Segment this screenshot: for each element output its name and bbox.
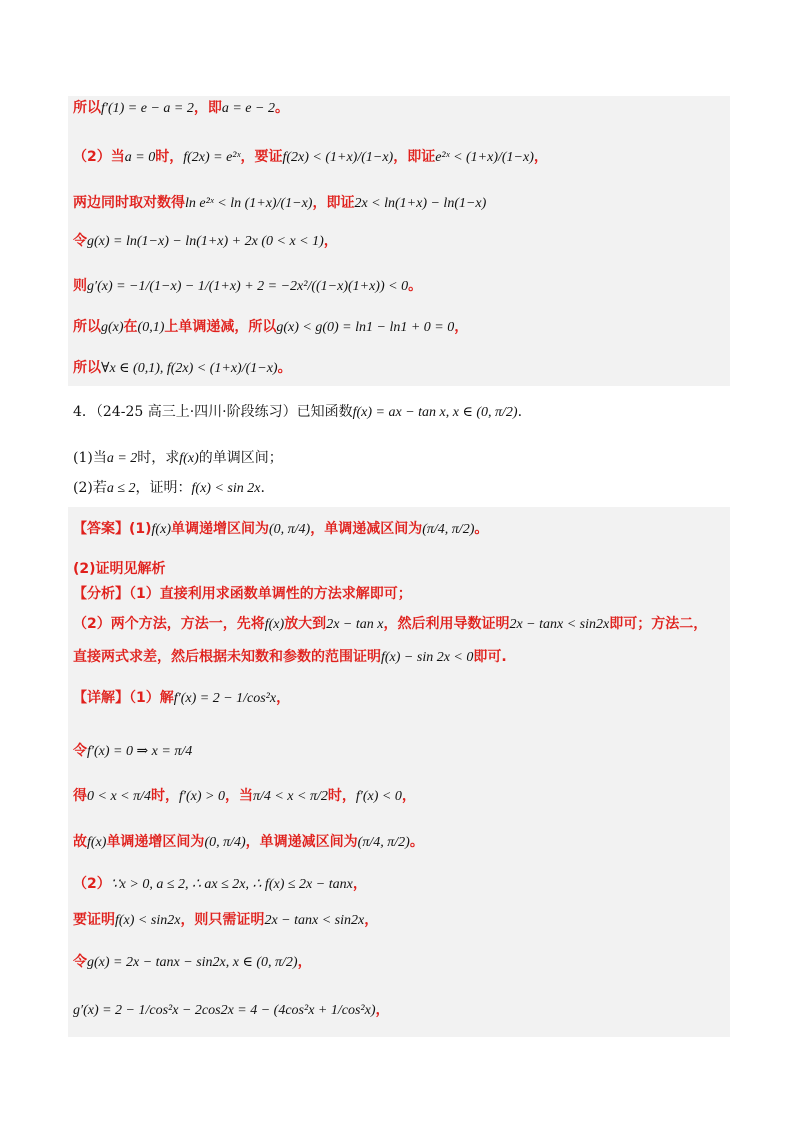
line-conclusion-a: 所以f′(1) = e − a = 2，即a = e − 2。: [73, 100, 289, 116]
detail-line-1: 【详解】（1）解f′(x) = 2 − 1/cos²x，: [73, 690, 291, 706]
detail-line-8: g′(x) = 2 − 1/cos²x − 2cos2x = 4 − (4cos²x + 1/cos²x)，: [73, 1002, 390, 1018]
answer-line-1: 【答案】(1)f(x)单调递增区间为(0, π/4)，单调递减区间为(π/4, π/2)。: [73, 521, 489, 537]
analysis-line-1: 【分析】（1）直接利用求函数单调性的方法求解即可；: [73, 586, 412, 602]
line-final-conclusion: 所以∀x ∈ (0,1), f(2x) < (1+x)/(1−x)。: [73, 360, 292, 376]
line-part2-setup: （2）当a = 0时，f(2x) = e²ˣ，要证f(2x) < (1+x)/(1−x)，即证e²ˣ < (1+x)/(1−x)，: [73, 149, 548, 165]
detail-line-7: 令g(x) = 2x − tanx − sin2x, x ∈ (0, π/2)，: [73, 954, 312, 970]
line-g-decreasing: 所以g(x)在(0,1)上单调递减，所以g(x) < g(0) = ln1 − ln1 + 0 = 0，: [73, 319, 469, 335]
analysis-line-2: （2）两个方法，方法一，先将f(x)放大到2x − tan x，然后利用导数证明2x − tanx < sin2x即可；方法二，: [73, 616, 708, 632]
detail-line-6: 要证明f(x) < sin2x，则只需证明2x − tanx < sin2x，: [73, 912, 379, 928]
line-derivative-g: 则g′(x) = −1/(1−x) − 1/(1+x) + 2 = −2x²/((1−x)(1+x)) < 0。: [73, 278, 423, 294]
answer-line-2: (2)证明见解析: [73, 561, 166, 577]
detail-line-3: 得0 < x < π/4时，f′(x) > 0，当π/4 < x < π/2时，f′(x) < 0，: [73, 788, 416, 804]
problem-question-1: (1)当a = 2时，求f(x)的单调区间；: [73, 450, 283, 466]
detail-line-5: （2）∵x > 0, a ≤ 2, ∴ ax ≤ 2x, ∴ f(x) ≤ 2x − tanx，: [73, 876, 367, 892]
problem-question-2: (2)若a ≤ 2，证明：f(x) < sin 2x.: [73, 480, 265, 496]
problem-stem: 4．（24-25 高三上·四川·阶段练习）已知函数f(x) = ax − tan x, x ∈ (0, π/2).: [73, 404, 523, 420]
line-define-g: 令g(x) = ln(1−x) − ln(1+x) + 2x (0 < x < 1)，: [73, 233, 338, 249]
detail-line-2: 令f′(x) = 0 ⇒ x = π/4: [73, 743, 193, 759]
line-take-log: 两边同时取对数得ln e²ˣ < ln (1+x)/(1−x)，即证2x < ln(1+x) − ln(1−x): [73, 195, 487, 211]
detail-line-4: 故f(x)单调递增区间为(0, π/4)，单调递减区间为(π/4, π/2)。: [73, 834, 424, 850]
analysis-line-3: 直接两式求差，然后根据未知数和参数的范围证明f(x) − sin 2x < 0即可.: [73, 649, 507, 665]
